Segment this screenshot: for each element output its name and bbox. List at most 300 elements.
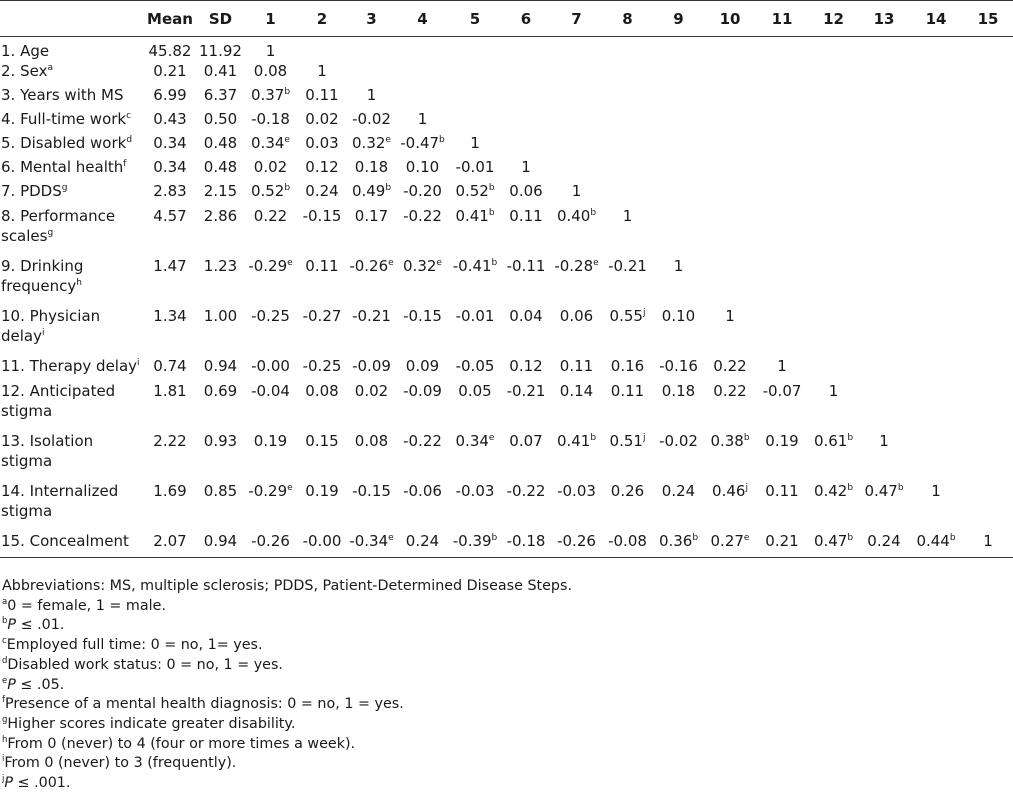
- cell-value: 0.24: [661, 482, 696, 500]
- table-cell: [963, 181, 1013, 206]
- cell-value: -0.03: [557, 482, 596, 500]
- row-label: [0, 356, 143, 381]
- cell-value: 2.15: [203, 182, 238, 200]
- table-cell: [143, 481, 197, 531]
- table-row: [0, 256, 1013, 306]
- column-header: 14: [909, 1, 963, 37]
- table-cell: [963, 431, 1013, 481]
- table-cell: [602, 306, 653, 356]
- table-cell: [449, 109, 501, 133]
- cell-value: -0.39: [452, 532, 492, 550]
- table-cell: [297, 306, 347, 356]
- table-cell: [963, 61, 1013, 85]
- table-cell: [909, 181, 963, 206]
- cell-value: -0.22: [403, 432, 442, 450]
- table-row: [0, 157, 1013, 181]
- table-cell: [859, 431, 909, 481]
- significance-marker: e: [436, 258, 442, 268]
- cell-value: 4.57: [153, 207, 187, 225]
- cell-value: 1: [828, 382, 839, 400]
- table-cell: [396, 381, 449, 431]
- footnote-marker: f: [123, 159, 127, 169]
- table-cell: [551, 431, 602, 481]
- cell-value: 0.34: [153, 134, 187, 152]
- table-cell: [197, 85, 244, 109]
- cell-value: 1.00: [203, 307, 238, 325]
- table-cell: [297, 61, 347, 85]
- cell-value: 0.37: [250, 86, 285, 104]
- cell-value: -0.15: [403, 307, 442, 325]
- table-cell: [963, 381, 1013, 431]
- cell-value: 1: [622, 207, 633, 225]
- cell-value: 0.12: [305, 158, 339, 176]
- table-cell: [909, 381, 963, 431]
- table-cell: [197, 157, 244, 181]
- footnote: [2, 735, 1002, 755]
- cell-value: 0.47: [864, 482, 898, 500]
- table-cell: [244, 206, 297, 256]
- cell-value: -0.21: [352, 307, 391, 325]
- cell-value: 0.05: [458, 382, 492, 400]
- significance-marker: b: [491, 533, 498, 543]
- table-cell: [756, 206, 808, 256]
- cell-value: 0.41: [455, 207, 489, 225]
- table-cell: [704, 109, 756, 133]
- table-cell: [963, 306, 1013, 356]
- cell-value: -0.15: [352, 482, 391, 500]
- row-label-text: 5. Disabled work: [1, 134, 127, 152]
- table-cell: [501, 181, 551, 206]
- table-cell: [808, 206, 859, 256]
- table-cell: [551, 256, 602, 306]
- table-cell: [808, 133, 859, 157]
- column-header: 1: [244, 1, 297, 37]
- table-cell: [704, 181, 756, 206]
- cell-value: 0.09: [405, 357, 440, 375]
- table-cell: [551, 481, 602, 531]
- table-row: [0, 109, 1013, 133]
- table-cell: [653, 256, 704, 306]
- cell-value: 0.94: [203, 357, 238, 375]
- table-cell: [653, 133, 704, 157]
- footnote-text: Employed full time: 0 = no, 1= yes.: [6, 637, 263, 654]
- cell-value: -0.00: [251, 357, 290, 375]
- cell-value: 0.19: [253, 432, 288, 450]
- cell-value: 0.32: [403, 257, 437, 275]
- footnote-marker: h: [2, 734, 8, 745]
- cell-value: 0.06: [509, 182, 543, 200]
- table-cell: [297, 206, 347, 256]
- row-label: [0, 157, 143, 181]
- table-cell: [704, 481, 756, 531]
- table-cell: [396, 306, 449, 356]
- cell-value: 0.94: [203, 532, 238, 550]
- table-cell: [756, 157, 808, 181]
- row-label-text: 9. Drinking frequency: [1, 257, 84, 295]
- footnote-text: P ≤ .05.: [7, 676, 65, 693]
- table-cell: [963, 206, 1013, 256]
- cell-value: 0.14: [559, 382, 594, 400]
- table-cell: [653, 61, 704, 85]
- table-cell: [396, 133, 449, 157]
- table-cell: [501, 381, 551, 431]
- table-cell: [859, 531, 909, 557]
- table-cell: [602, 356, 653, 381]
- row-label-text: 4. Full-time work: [1, 110, 127, 128]
- row-label-text: 8. Performance scales: [1, 207, 116, 245]
- table-row: [0, 181, 1013, 206]
- table-cell: [602, 181, 653, 206]
- table-cell: [653, 481, 704, 531]
- row-label-text: 1. Age: [1, 42, 50, 60]
- cell-value: 0.74: [153, 357, 187, 375]
- row-label: [0, 256, 143, 306]
- table-cell: [653, 306, 704, 356]
- table-cell: [909, 206, 963, 256]
- table-cell: [704, 531, 756, 557]
- footnote-marker: g: [2, 715, 8, 726]
- table-cell: [143, 531, 197, 557]
- table-cell: [143, 356, 197, 381]
- table-cell: [297, 481, 347, 531]
- footnote: [2, 695, 1002, 715]
- table-cell: [602, 85, 653, 109]
- table-row: [0, 37, 1013, 62]
- cell-value: -0.25: [302, 357, 342, 375]
- column-header: Mean: [143, 1, 197, 37]
- cell-value: 0.93: [203, 432, 238, 450]
- row-label-text: 10. Physician delay: [1, 307, 101, 345]
- table-cell: [143, 206, 197, 256]
- column-header: 13: [859, 1, 909, 37]
- row-label: [0, 206, 143, 256]
- cell-value: 0.26: [610, 482, 645, 500]
- row-label: [0, 133, 143, 157]
- cell-value: 0.15: [305, 432, 339, 450]
- table-cell: [909, 109, 963, 133]
- footnote: [2, 597, 1002, 617]
- significance-marker: e: [284, 135, 290, 145]
- table-cell: [704, 85, 756, 109]
- cell-value: 1.47: [153, 257, 187, 275]
- table-cell: [143, 431, 197, 481]
- footnote-marker: j: [2, 774, 5, 785]
- significance-marker: b: [439, 135, 445, 145]
- row-label: [0, 85, 143, 109]
- table-cell: [909, 37, 963, 62]
- table-cell: [859, 206, 909, 256]
- cell-value: 0.16: [610, 357, 645, 375]
- table-cell: [963, 481, 1013, 531]
- cell-value: -0.26: [349, 257, 389, 275]
- cell-value: 2.07: [153, 532, 187, 550]
- cell-value: 0.34: [153, 158, 187, 176]
- cell-value: 0.51: [609, 432, 643, 450]
- table-cell: [347, 431, 396, 481]
- table-cell: [859, 306, 909, 356]
- table-cell: [859, 381, 909, 431]
- table-cell: [909, 157, 963, 181]
- row-label: [0, 61, 143, 85]
- cell-value: 0.41: [203, 62, 238, 80]
- cell-value: 1: [265, 42, 276, 60]
- cell-value: -0.15: [302, 207, 342, 225]
- cell-value: -0.29: [248, 257, 288, 275]
- cell-value: 1.81: [153, 382, 187, 400]
- significance-marker: j: [642, 308, 646, 318]
- table-cell: [653, 381, 704, 431]
- significance-marker: b: [743, 433, 750, 443]
- significance-marker: e: [287, 483, 293, 493]
- table-cell: [704, 306, 756, 356]
- table-cell: [653, 531, 704, 557]
- row-label: [0, 306, 143, 356]
- cell-value: 0.11: [305, 86, 339, 104]
- cell-value: 1: [879, 432, 889, 450]
- row-label-text: 2. Sex: [1, 62, 48, 80]
- table-cell: [704, 256, 756, 306]
- cell-value: 0.22: [253, 207, 288, 225]
- table-cell: [244, 356, 297, 381]
- table-cell: [909, 306, 963, 356]
- table-cell: [602, 381, 653, 431]
- table-cell: [551, 306, 602, 356]
- table-row: [0, 306, 1013, 356]
- table-cell: [808, 481, 859, 531]
- table-cell: [551, 181, 602, 206]
- cell-value: -0.21: [506, 382, 546, 400]
- table-cell: [347, 256, 396, 306]
- table-cell: [143, 256, 197, 306]
- table-cell: [859, 181, 909, 206]
- table-cell: [808, 37, 859, 62]
- table-row: [0, 133, 1013, 157]
- table-cell: [909, 481, 963, 531]
- table-cell: [808, 306, 859, 356]
- column-header: SD: [197, 1, 244, 37]
- table-cell: [756, 61, 808, 85]
- table-cell: [143, 381, 197, 431]
- cell-value: -0.03: [455, 482, 495, 500]
- cell-value: 45.82: [148, 42, 192, 60]
- table-cell: [449, 157, 501, 181]
- table-cell: [551, 531, 602, 557]
- table-cell: [347, 381, 396, 431]
- cell-value: 1: [777, 357, 787, 375]
- cell-value: 0.48: [203, 158, 238, 176]
- table-cell: [501, 206, 551, 256]
- cell-value: 1: [673, 257, 684, 275]
- table-cell: [501, 61, 551, 85]
- table-cell: [449, 356, 501, 381]
- significance-marker: e: [488, 433, 495, 443]
- table-cell: [704, 381, 756, 431]
- table-cell: [143, 85, 197, 109]
- significance-marker: b: [284, 87, 291, 97]
- cell-value: 0.24: [867, 532, 901, 550]
- table-cell: [244, 531, 297, 557]
- footnote-marker: e: [2, 675, 8, 686]
- row-label-text: 14. Internalized stigma: [1, 482, 119, 520]
- significance-marker: b: [847, 433, 854, 443]
- footnote: [2, 715, 1002, 735]
- table-cell: [551, 206, 602, 256]
- cell-value: -0.06: [403, 482, 442, 500]
- cell-value: 0.19: [305, 482, 339, 500]
- table-cell: [501, 109, 551, 133]
- cell-value: 1: [725, 307, 735, 325]
- significance-marker: b: [847, 533, 854, 543]
- table-cell: [909, 133, 963, 157]
- column-header: 2: [297, 1, 347, 37]
- cell-value: 0.44: [916, 532, 950, 550]
- table-cell: [551, 133, 602, 157]
- cell-value: -0.05: [455, 357, 495, 375]
- table-cell: [756, 381, 808, 431]
- table-cell: [756, 256, 808, 306]
- cell-value: 0.17: [354, 207, 389, 225]
- footnote: [2, 676, 1002, 696]
- significance-marker: j: [642, 433, 646, 443]
- cell-value: -0.16: [659, 357, 698, 375]
- table-cell: [396, 37, 449, 62]
- table-cell: [143, 157, 197, 181]
- column-header: 11: [756, 1, 808, 37]
- table-cell: [297, 133, 347, 157]
- table-cell: [501, 133, 551, 157]
- column-header: 15: [963, 1, 1013, 37]
- table-cell: [347, 85, 396, 109]
- table-cell: [449, 381, 501, 431]
- cell-value: 1: [931, 482, 941, 500]
- row-label: [0, 531, 143, 557]
- table-cell: [449, 481, 501, 531]
- cell-value: -0.47: [400, 134, 440, 152]
- cell-value: -0.04: [251, 382, 290, 400]
- cell-value: 0.85: [203, 482, 238, 500]
- table-row: [0, 61, 1013, 85]
- column-header: 7: [551, 1, 602, 37]
- table-cell: [501, 256, 551, 306]
- table-cell: [551, 381, 602, 431]
- significance-marker: b: [488, 208, 495, 218]
- table-cell: [551, 157, 602, 181]
- significance-marker: e: [743, 533, 750, 543]
- table-cell: [396, 85, 449, 109]
- table-row: [0, 206, 1013, 256]
- cell-value: 0.36: [658, 532, 693, 550]
- table-cell: [449, 256, 501, 306]
- table-body: [0, 37, 1013, 558]
- cell-value: 2.83: [153, 182, 187, 200]
- cell-value: -0.26: [251, 532, 290, 550]
- cell-value: -0.22: [506, 482, 546, 500]
- table-cell: [756, 431, 808, 481]
- table-cell: [347, 109, 396, 133]
- cell-value: -0.41: [452, 257, 492, 275]
- footnote-marker: i: [42, 328, 45, 338]
- table-cell: [602, 109, 653, 133]
- cell-value: 1.69: [153, 482, 187, 500]
- cell-value: -0.01: [455, 307, 495, 325]
- cell-value: -0.11: [506, 257, 546, 275]
- table-cell: [963, 256, 1013, 306]
- table-cell: [449, 61, 501, 85]
- table-cell: [551, 61, 602, 85]
- table-cell: [602, 256, 653, 306]
- cell-value: 1: [317, 62, 327, 80]
- table-cell: [297, 431, 347, 481]
- row-label-text: 15. Concealment: [1, 532, 129, 550]
- table-cell: [963, 109, 1013, 133]
- cell-value: 2.86: [203, 207, 238, 225]
- table-cell: [653, 85, 704, 109]
- footnote-text: 0 = female, 1 = male.: [7, 597, 166, 614]
- footnote-text: Disabled work status: 0 = no, 1 = yes.: [7, 656, 283, 673]
- significance-marker: b: [692, 533, 699, 543]
- table-cell: [602, 206, 653, 256]
- table-cell: [704, 61, 756, 85]
- significance-marker: b: [491, 258, 498, 268]
- table-cell: [197, 133, 244, 157]
- table-cell: [297, 256, 347, 306]
- table-cell: [963, 133, 1013, 157]
- table-cell: [602, 531, 653, 557]
- table-cell: [197, 181, 244, 206]
- column-header: 12: [808, 1, 859, 37]
- footnote-marker: g: [47, 228, 54, 238]
- footnote-marker: f: [2, 695, 5, 706]
- cell-value: 0.08: [305, 382, 339, 400]
- table-cell: [653, 181, 704, 206]
- table-cell: [909, 61, 963, 85]
- table-cell: [297, 37, 347, 62]
- table-cell: [297, 109, 347, 133]
- table-cell: [396, 61, 449, 85]
- table-cell: [297, 531, 347, 557]
- table-cell: [297, 381, 347, 431]
- table-cell: [602, 157, 653, 181]
- table-cell: [347, 61, 396, 85]
- table-cell: [551, 356, 602, 381]
- cell-value: 1: [571, 182, 582, 200]
- table-row: [0, 356, 1013, 381]
- column-header: 9: [653, 1, 704, 37]
- table-cell: [808, 61, 859, 85]
- table-cell: [244, 133, 297, 157]
- cell-value: 0.11: [509, 207, 543, 225]
- table-cell: [197, 61, 244, 85]
- row-label: [0, 37, 143, 62]
- table-cell: [859, 133, 909, 157]
- table-cell: [449, 431, 501, 481]
- table-cell: [244, 381, 297, 431]
- table-cell: [653, 356, 704, 381]
- cell-value: 0.24: [405, 532, 440, 550]
- cell-value: -0.09: [352, 357, 391, 375]
- table-cell: [756, 356, 808, 381]
- table-cell: [449, 85, 501, 109]
- cell-value: 1: [366, 86, 377, 104]
- cell-value: 2.22: [153, 432, 187, 450]
- cell-value: 0.46: [712, 482, 746, 500]
- cell-value: 0.07: [509, 432, 543, 450]
- footnote-text: From 0 (never) to 4 (four or more times a week).: [7, 735, 356, 752]
- cell-value: 0.32: [352, 134, 386, 152]
- table-cell: [551, 37, 602, 62]
- table-cell: [859, 481, 909, 531]
- footnote: [2, 616, 1002, 636]
